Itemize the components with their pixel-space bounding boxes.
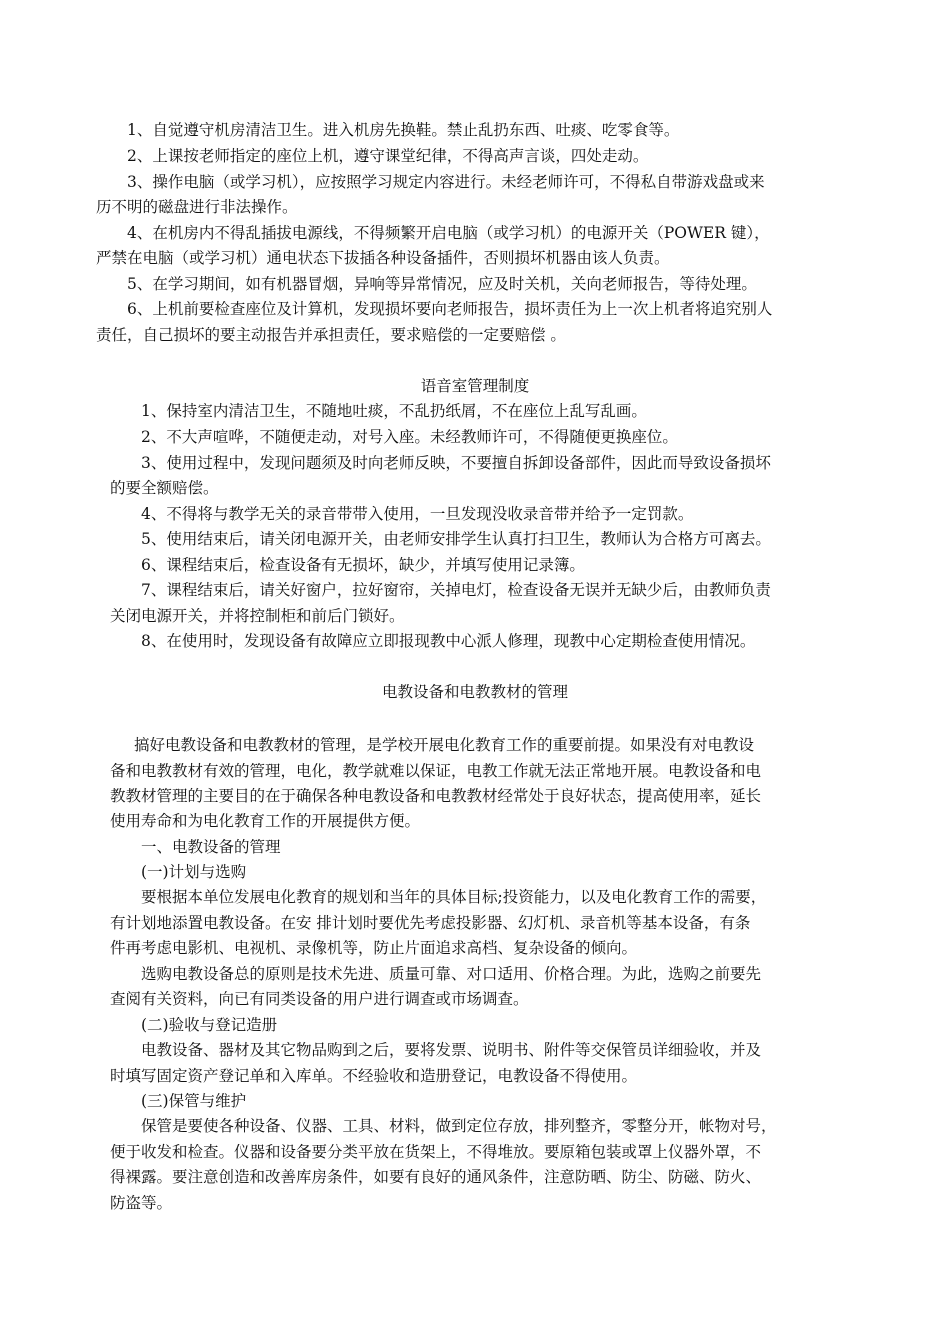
rule-line: 2、上课按老师指定的座位上机，遵守课堂纪律，不得高声言谈，四处走动。: [127, 147, 649, 165]
subheading: 一、电教设备的管理: [141, 838, 281, 856]
section-title: 语音室管理制度: [420, 377, 530, 395]
paragraph-line: 使用寿命和为电化教育工作的开展提供方便。: [110, 812, 421, 830]
rule-line: 3、操作电脑（或学习机），应按照学习规定内容进行。未经老师许可，不得私自带游戏盘或来: [127, 173, 765, 191]
rule-line: 5、使用结束后，请关闭电源开关，由老师安排学生认真打扫卫生，教师认为合格方可离去。: [141, 530, 771, 548]
paragraph-line: 件再考虑电影机、电视机、录像机等，防止片面追求高档、复杂设备的倾向。: [110, 939, 638, 957]
paragraph-line: 得裸露。要注意创造和改善库房条件，如要有良好的通风条件，注意防晒、防尘、防磁、防火、: [110, 1168, 762, 1186]
paragraph-line: 查阅有关资料，向已有同类设备的用户进行调查或市场调查。: [110, 990, 529, 1008]
rule-line: 4、在机房内不得乱插拔电源线，不得频繁开启电脑（或学习机）的电源开关（POWER 键），: [127, 224, 770, 242]
subheading: (三)保管与维护: [141, 1092, 247, 1110]
rule-line: 6、课程结束后，检查设备有无损坏，缺少，并填写使用记录簿。: [141, 556, 585, 574]
paragraph-line: 搞好电教设备和电教教材的管理，是学校开展电化教育工作的重要前提。如果没有对电教设: [134, 736, 755, 754]
paragraph-line: 教教材管理的主要目的在于确保各种电教设备和电教教材经常处于良好状态，提高使用率，延长: [110, 787, 762, 805]
section-title: 电教设备和电教教材的管理: [381, 683, 568, 701]
paragraph-line: 要根据本单位发展电化教育的规划和当年的具体目标;投资能力，以及电化教育工作的需要，: [141, 888, 767, 906]
rule-line: 3、使用过程中，发现问题须及时向老师反映，不要擅自拆卸设备部件，因此而导致设备损坏: [141, 454, 771, 472]
paragraph-line: 备和电教教材有效的管理，电化，教学就难以保证，电教工作就无法正常地开展。电教设备和电: [110, 762, 762, 780]
paragraph-line: 有计划地添置电教设备。在安 排计划时要优先考虑投影器、幻灯机、录音机等基本设备，有条: [110, 914, 751, 932]
rule-line: 8、在使用时，发现设备有故障应立即报现教中心派人修理，现教中心定期检查使用情况。: [141, 632, 756, 650]
paragraph-line: 便于收发和检查。仪器和设备要分类平放在货架上，不得堆放。要原箱包装或罩上仪器外罩，不: [110, 1143, 762, 1161]
rule-line: 关闭电源开关，并将控制柜和前后门锁好。: [110, 607, 405, 625]
paragraph-line: 防盗等。: [110, 1194, 173, 1212]
rule-line: 1、保持室内清洁卫生，不随地吐痰，不乱扔纸屑，不在座位上乱写乱画。: [141, 402, 647, 420]
rule-line: 的要全额赔偿。: [110, 479, 219, 497]
rule-line: 2、不大声喧哗，不随便走动，对号入座。未经教师许可，不得随便更换座位。: [141, 428, 678, 446]
rule-line: 历不明的磁盘进行非法操作。: [96, 198, 298, 216]
rule-line: 1、自觉遵守机房清洁卫生。进入机房先换鞋。禁止乱扔东西、吐痰、吃零食等。: [127, 121, 680, 139]
subheading: (一)计划与选购: [141, 863, 247, 881]
rule-line: 4、不得将与教学无关的录音带带入使用，一旦发现没收录音带并给予一定罚款。: [141, 505, 694, 523]
rule-line: 严禁在电脑（或学习机）通电状态下拔插各种设备插件，否则损坏机器由该人负责。: [96, 249, 670, 267]
paragraph-line: 电教设备、器材及其它物品购到之后，要将发票、说明书、附件等交保管员详细验收，并及: [141, 1041, 762, 1059]
subheading: (二)验收与登记造册: [141, 1016, 278, 1034]
rule-line: 5、在学习期间，如有机器冒烟，异响等异常情况，应及时关机，关向老师报告，等待处理。: [127, 275, 757, 293]
paragraph-line: 保管是要使各种设备、仪器、工具、材料，做到定位存放，排列整齐，零整分开，帐物对号，: [141, 1117, 777, 1135]
rule-line: 7、课程结束后，请关好窗户，拉好窗帘，关掉电灯，检查设备无误并无缺少后，由教师负责: [141, 581, 771, 599]
rule-line: 6、上机前要检查座位及计算机，发现损坏要向老师报告，损坏责任为上一次上机者将追究别人: [127, 300, 773, 318]
paragraph-line: 时填写固定资产登记单和入库单。不经验收和造册登记，电教设备不得使用。: [110, 1067, 638, 1085]
paragraph-line: 选购电教设备总的原则是技术先进、质量可靠、对口适用、价格合理。为此，选购之前要先: [141, 965, 762, 983]
rule-line: 责任，自己损坏的要主动报告并承担责任，要求赔偿的一定要赔偿 。: [96, 326, 566, 344]
